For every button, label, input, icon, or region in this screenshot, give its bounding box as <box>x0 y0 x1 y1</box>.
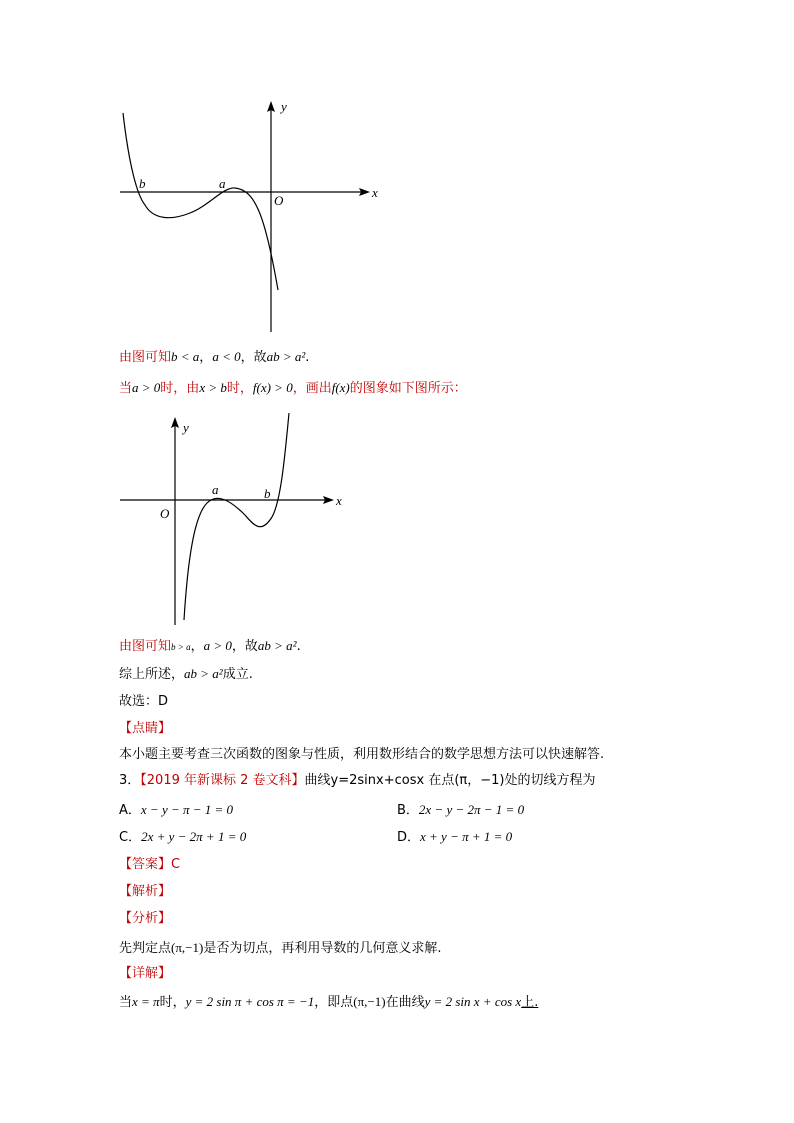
line-3-math-2: a > 0 <box>203 638 232 653</box>
question-text: 曲线y=2sinx+cosx 在点(π，−1)处的切线方程为 <box>304 773 596 788</box>
graph-1-label-x: x <box>372 185 378 200</box>
line-4-prefix: 综上所述， <box>119 667 185 682</box>
detail-heading: 【详解】 <box>119 966 172 981</box>
question-source-tag: 【2019 年新课标 2 卷文科】 <box>140 773 305 788</box>
line-2-text-4: 的图象如下图所示： <box>349 381 467 396</box>
line-14-math-4: y = 2 sin x + cos x <box>424 994 522 1009</box>
graph-2-label-a: a <box>212 482 219 497</box>
line-2-text-3: ，画出 <box>292 381 332 396</box>
line-2-math-2: x > b <box>199 380 227 395</box>
line-6-heading: 【点睛】 <box>119 721 172 736</box>
graph-2-label-b: b <box>264 486 271 501</box>
graph-2-label-x: x <box>336 493 342 508</box>
option-d-label: D． <box>397 830 421 845</box>
option-d <box>397 827 512 848</box>
line-3 <box>119 636 301 657</box>
line-14-math-3: (π,−1) <box>353 994 386 1009</box>
line-3-math-1: b > a <box>171 642 191 652</box>
line-2-text-2: 时， <box>226 381 253 396</box>
graph-2-curve <box>184 413 289 620</box>
line-14-math-2: y = 2 sin π + cos π = −1 <box>185 994 315 1009</box>
line-3-prefix: 由图可知 <box>119 639 172 654</box>
line-2-text-1: 时，由 <box>160 381 200 396</box>
line-2-prefix: 当 <box>119 381 133 396</box>
line-14-text-3: 在曲线 <box>385 995 425 1010</box>
line-4-math-1: ab > a² <box>184 666 223 681</box>
graph-1-label-o: O <box>274 193 284 208</box>
option-b-label: B． <box>397 803 419 818</box>
graph-2-label-o: O <box>160 506 170 521</box>
line-1-math-2: a < 0 <box>212 349 241 364</box>
line-1-math-1: b < a <box>171 349 200 364</box>
question-number: 3． <box>119 773 141 788</box>
line-14-end: 上. <box>521 995 539 1010</box>
option-a-label: A． <box>119 803 141 818</box>
graph-1-label-y: y <box>281 99 287 114</box>
fenxi-heading: 【分析】 <box>119 911 172 926</box>
line-14-prefix: 当 <box>119 995 133 1010</box>
line-3-math-3: ab > a² <box>257 638 297 653</box>
option-c-expr: 2x + y − 2π + 1 = 0 <box>141 829 247 844</box>
line-1-sep-1: ， <box>199 350 213 365</box>
analysis-heading: 【解析】 <box>119 884 172 899</box>
line-2-math-1: a > 0 <box>132 380 161 395</box>
line-1-end: . <box>305 350 310 365</box>
option-b <box>397 800 524 821</box>
line-2-math-3: f(x) > 0 <box>252 380 293 395</box>
line-1-math-3: ab > a² <box>266 349 306 364</box>
line-2 <box>119 378 467 399</box>
line-14 <box>119 992 538 1013</box>
graph-1-label-a: a <box>219 176 226 191</box>
graph-1 <box>115 95 390 335</box>
graph-1-curve <box>123 113 278 290</box>
line-12-math-1: (π,−1) <box>171 940 204 955</box>
line-4-end: 成立. <box>222 667 253 682</box>
option-c <box>119 827 246 848</box>
line-5: 故选：D <box>119 694 169 709</box>
option-a-expr: x − y − π − 1 = 0 <box>140 802 234 817</box>
line-12-prefix: 先判定点 <box>119 941 172 956</box>
graph-2 <box>115 405 355 630</box>
answer-heading: 【答案】C <box>119 857 181 872</box>
graph-2-label-y: y <box>183 420 189 435</box>
line-1 <box>119 347 309 368</box>
line-1-prefix: 由图可知 <box>119 350 172 365</box>
line-1-sep-2: ，故 <box>240 350 267 365</box>
line-3-sep-1: ， <box>190 639 204 654</box>
line-12-end: 是否为切点，再利用导数的几何意义求解. <box>203 941 442 956</box>
option-b-expr: 2x − y − 2π − 1 = 0 <box>418 802 525 817</box>
option-c-label: C． <box>119 830 142 845</box>
graph-1-label-b: b <box>139 176 146 191</box>
line-8-question <box>119 771 595 791</box>
option-d-expr: x + y − π + 1 = 0 <box>420 829 513 844</box>
line-12 <box>119 938 441 959</box>
line-4 <box>119 664 253 685</box>
line-3-sep-2: ，故 <box>231 639 258 654</box>
line-2-math-4: f(x) <box>331 380 350 395</box>
line-14-text-2: ，即点 <box>314 995 354 1010</box>
line-14-text-1: 时， <box>159 995 186 1010</box>
line-14-math-1: x = π <box>132 994 160 1009</box>
line-7: 本小题主要考查三次函数的图象与性质，利用数形结合的数学思想方法可以快速解答. <box>119 747 605 762</box>
option-a <box>119 800 233 821</box>
line-3-end: . <box>296 639 301 654</box>
